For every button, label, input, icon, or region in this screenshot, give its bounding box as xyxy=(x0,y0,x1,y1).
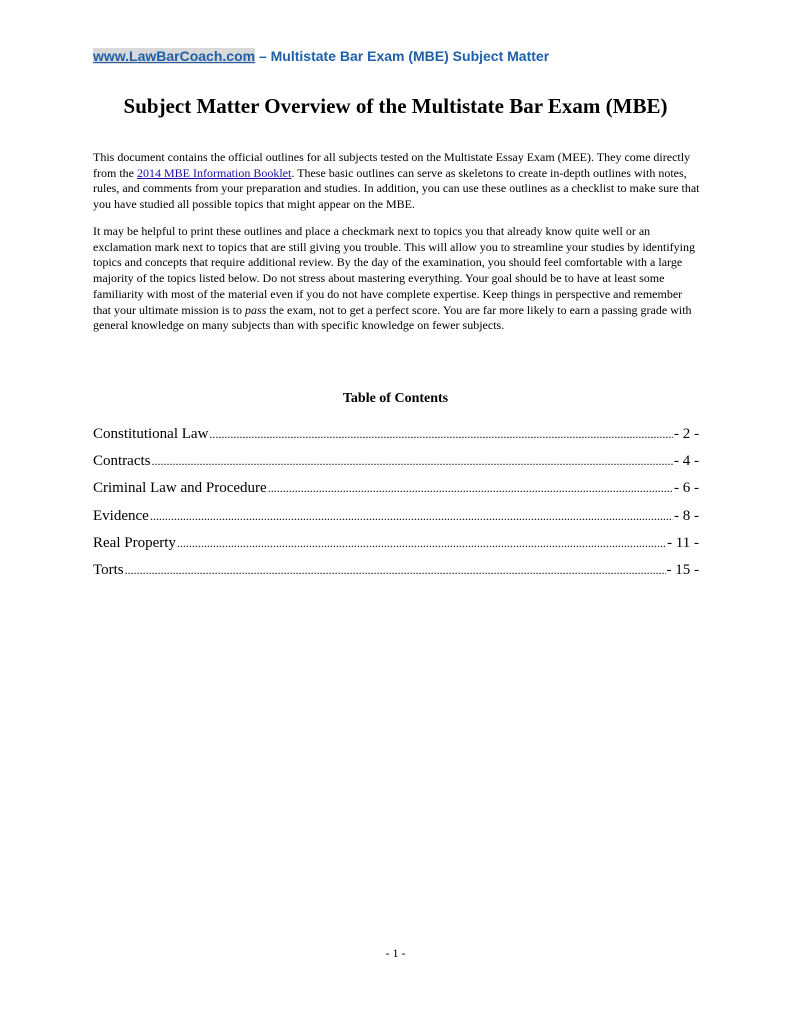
toc-entry[interactable] xyxy=(93,508,699,535)
advice-emphasis: pass xyxy=(245,302,267,317)
toc-entry-label: Contracts xyxy=(93,453,151,470)
toc-entry-page: - 11 - xyxy=(667,534,699,551)
table-of-contents xyxy=(93,426,699,589)
toc-dot-leader xyxy=(152,454,674,469)
toc-dot-leader xyxy=(209,427,673,442)
toc-entry[interactable] xyxy=(93,453,699,480)
toc-heading: Table of Contents xyxy=(342,391,449,406)
toc-entry-page: - 2 - xyxy=(674,426,699,442)
toc-entry-label: Real Property xyxy=(93,534,176,551)
toc-entry[interactable] xyxy=(93,480,699,507)
document-header xyxy=(93,48,549,64)
toc-entry-page: - 15 - xyxy=(666,561,699,578)
toc-entry-label: Evidence xyxy=(93,507,149,524)
toc-dot-leader xyxy=(268,481,673,496)
toc-entry-page: - 8 - xyxy=(674,507,699,524)
advice-text-start: It may be helpful to print these outlines and place a checkmark next to topics you that already know quite well or an exclamation mark next to topics that are still giving you trouble. This will allow you to streamline your studies by identifying topics and concepts that require additional review. By the day of the examination, you should feel comfortable with a large majority of the topics listed below. Do not stress about mastering everything. Your goal should be to have at least some familiarity with most of the material even if you do not have complete expertise. Keep things in perspective and remember that your ultimate mission is to xyxy=(93,224,696,317)
advice-text-end: the exam, not to get a perfect score. You are far more likely to earn a passing grade with general knowledge on many subjects than with specific knowledge on fewer subjects. xyxy=(93,302,692,333)
header-subtitle: – Multistate Bar Exam (MBE) Subject Matter xyxy=(255,48,550,64)
toc-entry[interactable] xyxy=(93,562,699,589)
toc-entry-page: - 4 - xyxy=(674,453,699,470)
toc-entry-label: Constitutional Law xyxy=(93,426,209,442)
information-booklet-link[interactable]: 2014 MBE Information Booklet xyxy=(137,165,292,180)
toc-dot-leader xyxy=(125,563,666,578)
toc-entry[interactable] xyxy=(93,535,699,562)
page-title: Subject Matter Overview of the Multistate Bar Exam (MBE) xyxy=(123,94,668,118)
toc-dot-leader xyxy=(150,509,673,524)
intro-text-end: . These basic outlines can serve as skeletons to create in-depth outlines with notes, rules, and comments from your preparation and studies. In addition, you can use these outlines as a checklist to make sure that you have studied all possible topics that might appear on the MBE. xyxy=(93,165,700,212)
toc-entry[interactable] xyxy=(93,426,699,453)
intro-paragraph xyxy=(93,150,703,213)
toc-entry-page: - 6 - xyxy=(674,480,699,497)
intro-text-start: This document contains the official outlines for all subjects tested on the Multistate Essay Exam (MEE). They come directly from the xyxy=(93,150,691,180)
toc-entry-label: Criminal Law and Procedure xyxy=(93,480,267,497)
toc-entry-label: Torts xyxy=(93,561,124,578)
site-link[interactable]: www.LawBarCoach.com xyxy=(93,48,256,64)
page-number: - 1 - xyxy=(385,946,406,960)
toc-dot-leader xyxy=(177,536,666,551)
advice-paragraph xyxy=(93,224,703,334)
